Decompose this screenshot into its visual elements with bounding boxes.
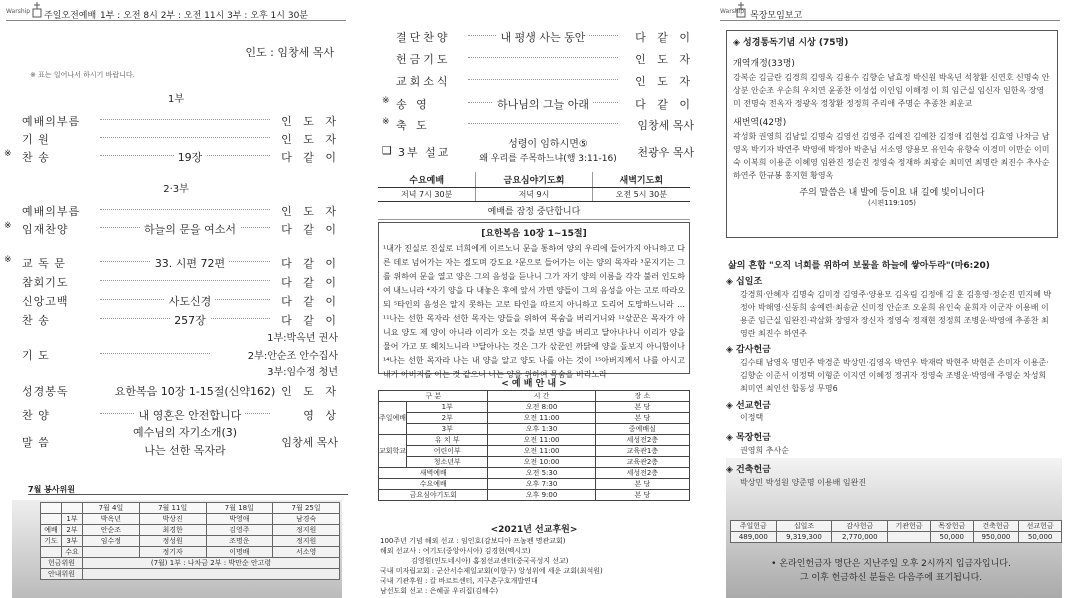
order-row: 헌금기도 인 도 자 bbox=[396, 53, 694, 66]
mission-line: 남선도회 선교 : 은혜골 우리집(김해수) bbox=[380, 587, 499, 595]
part1-title: 1부 bbox=[167, 94, 185, 105]
prayer-2: 2부:안순조 안수집사 bbox=[247, 351, 338, 362]
thanks-title: ◈ 감사헌금 bbox=[726, 345, 771, 355]
order-row: 찬 양 내 영혼은 안전합니다 영 상 bbox=[22, 409, 340, 422]
announcements-column bbox=[358, 0, 710, 598]
mission-offering-title: ◈ 선교헌금 bbox=[726, 401, 771, 411]
table-row: 수요예배 오후 7:30 본 당 bbox=[379, 479, 690, 490]
header-logo: Warship bbox=[6, 8, 31, 15]
worship-guide-table: 구 분 시 간 장 소 주일예배 1부 오전 8:00 본 당 2부 오전 11:00 본 당 3부 오후 1:30 중예배실 교회학교 유 치 부 오전 11:00 세성전2층 어린이부 오전 11:00 교육관1층 청소년부 오전 10:00 교육관2층 새벽예배 오전 5:30 세성전2층 수요예배 오후 7:30 본 당 금요심야기도회 오후 9:00 본 당 bbox=[378, 390, 690, 501]
order-row: 참회기도 다 같 이 bbox=[22, 276, 340, 289]
building-offering-names: 박상민 박성원 양준명 이용배 임완진 bbox=[740, 478, 867, 487]
order-row: ※ 임재찬양 하늘의 문을 여소서 다 같 이 bbox=[4, 221, 340, 236]
mission-line: 김영원(인도네시아) 홈점선교센터(중국곡성지 선교) bbox=[380, 557, 569, 565]
order-row: ※ 축 도 임창세 목사 bbox=[382, 117, 694, 132]
order-row: 예배의부름 인 도 자 bbox=[22, 205, 340, 218]
duty-title: 7월 봉사위원 bbox=[28, 485, 75, 494]
order-of-worship-column bbox=[0, 0, 352, 598]
church-icon bbox=[734, 2, 748, 18]
mission-line: 100주년 기념 해외 선교 : 임인호(감보디아 프놈펜 명관교회) bbox=[380, 537, 566, 545]
mission-line: 해외 선교사 : 여기도(중앙아시아) 김경현(멕시코) bbox=[380, 547, 531, 555]
verse-text: 주의 말씀은 내 발에 등이요 내 길에 빛이니이다 bbox=[799, 188, 985, 198]
order-row: 결단찬양 내 평생 사는 동안 다 같 이 bbox=[396, 31, 694, 44]
scripture-text: ¹내가 진실로 진실로 너희에게 이르노니 문을 통하여 양의 우리에 들어가지 아니하고 다른 데로 넘어가는 자는 절도며 강도요 ²문으로 들어가는 이는 양의 목자라 ³문지기는 그를 위하여 문을 열고 양은 그의 음성을 듣나니 그가 자기 양의 이름을 각각 불러 인도하여 내느니라 ⁴자기 양을 다 내놓은 후에 앞서 가면 양들이 그의 음성을 아는 고로 따라오되 ⁵타인의 음성은 알지 못하는 고로 타인을 따르지 아니하고 도리어 도망하느니라 … ¹¹나는 선한 목자라 선한 목자는 양들을 위하여 목숨을 버리거니와 ¹²삯꾼은 목자가 아니요 양도 제 양이 아니라 이리가 오는 것을 보면 양을 버리고 달아나나니 이리가 양을 물어 가고 또 헤치느니라 ¹³달아나는 것은 그가 삯꾼인 까닭에 양을 돌보지 아니함이나 ¹⁴나는 선한 목자라 나는 내 양을 알고 양도 나를 아는 것이 ¹⁵아버지께서 나를 아시고 내가 아버지를 아는 것 같으니 나는 양을 위하여 목숨을 버리노라 bbox=[383, 244, 685, 379]
guide-title: < 예 배 안 내 > bbox=[501, 379, 567, 389]
order-row: 신앙고백 사도신경 다 같 이 bbox=[22, 295, 340, 308]
table-row: 새벽예배 오전 5:30 세성전2층 bbox=[379, 468, 690, 479]
old-version-title: 개역개정(33명) bbox=[733, 59, 795, 69]
scripture-title: [요한복음 10장 1~15절] bbox=[481, 229, 587, 239]
table-row: 3부 오후 1:30 중예배실 bbox=[379, 424, 690, 435]
third-service-preacher: 천광우 목사 bbox=[637, 146, 694, 159]
table-row: 1부 박옥년 박상진 박영애 남경숙 bbox=[41, 514, 340, 525]
building-offering-title: ◈ 건축헌금 bbox=[726, 465, 771, 475]
sermon-label: 말 씀 bbox=[22, 436, 50, 449]
sermon-preacher: 임창세 목사 bbox=[281, 436, 338, 449]
order-row: 찬 송 257장 다 같 이 bbox=[22, 314, 340, 327]
order-row: 기 원 인 도 자 bbox=[22, 133, 340, 146]
header-divider bbox=[720, 20, 1060, 21]
pastor-offering-names: 권영희 추사순 bbox=[740, 446, 789, 455]
table-row: 2부 오전 11:00 본 당 bbox=[379, 413, 690, 424]
reading-award-box bbox=[726, 30, 1058, 238]
third-service-title-2: 왜 우리를 주목하느냐(행 3:11-16) bbox=[479, 154, 617, 164]
part23-title: 2·3부 bbox=[163, 184, 189, 195]
table-row: 금요심야기도회 오후 9:00 본 당 bbox=[379, 490, 690, 501]
duty-divider bbox=[28, 494, 348, 495]
table-row: 어린이부 오전 11:00 교육관1층 bbox=[379, 446, 690, 457]
order-row: ※ 찬 송 19장 다 같 이 bbox=[4, 149, 340, 164]
standing-note: ※ 표는 일어나서 하시기 바랍니다. bbox=[30, 71, 135, 79]
table-row: 489,000 9,319,300 2,770,000 50,000 950,000 50,000 bbox=[731, 532, 1062, 543]
service-times: 1부 : 오전 8시 2부 : 오전 11시 3부 : 오후 1시 30분 bbox=[100, 11, 308, 21]
third-service-title-1: 성령이 임하시면⑤ bbox=[508, 139, 588, 150]
online-note-1: • 온라인헌금자 명단은 지난주일 오후 2시까지 입금자입니다. bbox=[771, 559, 1011, 569]
sermon-title-1: 예수님의 자기소개(3) bbox=[132, 426, 238, 439]
order-row: 예배의부름 인 도 자 bbox=[22, 115, 340, 128]
pastor-offering-title: ◈ 목장헌금 bbox=[726, 433, 771, 443]
sermon-title-2: 나는 선한 목자라 bbox=[144, 444, 226, 457]
old-version-names: 강복순 김금란 김경희 김영옥 김용수 김향순 남효정 박신원 박옥년 석창환 신연호 신명숙 안상분 안순조 우순희 우치연 윤종찬 이성섭 이인임 이해정 이 희 임근실 임신자 임한옥 장영미 전명숙 전옥자 정광옥 정창환 정정희 주리애 주명순 추종찬 최운교 bbox=[733, 73, 1050, 108]
table-row: 수요 정기자 이명배 서소영 bbox=[41, 547, 340, 558]
tithe-names: 강경희·안혜자 김명숙 김미경 김영주·양용모 김옥림 김정애 김 훈 김흥영·정순진 민지혜 박정아 박해영·신동희 송예련·최송균 신미정 안순조 오윤희 유인숙 윤희자 이군자 이용배 이용준 임근실 임완진·곽삼화 장영자 장신자 정영숙 정재현 정정희 조병운·박영애 추종찬 최영란 최진수 하연주 bbox=[740, 290, 1052, 338]
prayer-1: 1부:박옥년 권사 bbox=[267, 333, 338, 344]
table-row: 기도 3부 임수정 정성원 조명운 정지원 bbox=[41, 536, 340, 547]
mission-title: <2021년 선교후원> bbox=[490, 525, 578, 535]
table-row: 헌금위원 (7월) 1부 : 나차금 2부 : 박만순 안고령 bbox=[41, 558, 340, 569]
weekly-services-table: 수요예배 금요심야기도회 새벽기도회 저녁 7시 30분 저녁 9시 오전 5시 30분 예배를 잠정 중단합니다 bbox=[378, 172, 690, 220]
mission-line: 국내 기관후원 : 칼 바르트센터, 지구촌구호개발연대 bbox=[380, 577, 538, 585]
order-row: ※ 송 영 하나님의 그늘 아래 다 같 이 bbox=[382, 96, 694, 111]
mission-offering-names: 이정택 bbox=[740, 413, 764, 422]
table-row: 교회학교 유 치 부 오전 11:00 세성전2층 bbox=[379, 435, 690, 446]
worship-leader: 인도 : 임창세 목사 bbox=[245, 46, 334, 59]
header-divider bbox=[6, 20, 346, 21]
third-service-mark: ❑ bbox=[382, 144, 392, 157]
table-row: 예배 2부 안순조 최경한 김영주 정지원 bbox=[41, 525, 340, 536]
offering-totals-table: 주일헌금 십일조 감사헌금 기관헌금 목장헌금 건축헌금 선교헌금 489,000 9,319,300 2,770,000 50,000 950,000 50,000 bbox=[730, 520, 1062, 543]
duty-table: 7월 4일 7월 11일 7월 18일 7월 25일 1부 박옥년 박상진 박영애 남경숙 예배 2부 안순조 최경한 김영주 정지원 기도 3부 임수정 정성원 조명운 정지원 수요 정기자 이명배 서소영 헌금위원 (7월) 1부 : 나차금 2부 : 박만순 안고령 안내위원 bbox=[40, 502, 340, 580]
verse-reference: (시편119:105) bbox=[867, 199, 917, 207]
new-version-names: 곽성화 권영희 김남일 김명숙 김영선 김영주 김예진 김예찬 김정애 김현섭 김효영 나차금 남영옥 박기자 박연주 박영애 박정아 박춘님 서소영 양용모 유인숙 유향숙 이경미 이만순 이미숙 이복희 이용준 이혜영 임완진 정순진 정영숙 정재하 최광순 최미연 최명란 최진수 추사순 하연주 한규봉 홍지현 황영옥 bbox=[733, 132, 1050, 180]
tithe-title: ◈ 십일조 bbox=[726, 277, 763, 287]
order-row: 교회소식 인 도 자 bbox=[396, 75, 694, 88]
table-row: 청소년부 오전 10:00 교육관2층 bbox=[379, 457, 690, 468]
reading-award-title: ◈ 성경통독기념 시상 (75명) bbox=[733, 38, 849, 48]
table-row: 주일예배 1부 오전 8:00 본 당 bbox=[379, 402, 690, 413]
thanks-names: 김수태 남영옥 명민주 박경준 박상민·김영옥 박연우 박재락 박현주 박현준 손미자 이용준·김향순 이준서 이정택 이형준 이지연 이혜정 정귀자 정영숙 조병운·박영애 주영순 차성희 최미연 최인선 합동성 무명6 bbox=[740, 358, 1049, 393]
third-service-label: 3부 설교 bbox=[398, 146, 451, 159]
scripture-box bbox=[378, 222, 690, 379]
order-row: ※ 교 독 문 33. 시편 72편 다 같 이 bbox=[4, 255, 340, 270]
offering-title: 삶의 흔합 "오직 너희를 위하여 보물을 하늘에 쌓아두라"(마6:20) bbox=[728, 261, 990, 271]
page-title: 주일오전예배 bbox=[44, 11, 97, 21]
header-logo: Warship bbox=[720, 8, 745, 15]
order-row: 성경봉독 요한복음 10장 1-15절(신약162) 인 도 자 bbox=[22, 385, 340, 398]
church-icon bbox=[30, 2, 44, 18]
new-version-title: 새번역(42명) bbox=[733, 118, 787, 128]
page-title: 목장모임보고 bbox=[750, 11, 803, 21]
online-note-2: 그 이후 헌금하신 분들은 다음주에 표기됩니다. bbox=[799, 573, 983, 583]
table-row: 안내위원 bbox=[41, 569, 340, 580]
order-row: 기 도 bbox=[0, 344, 352, 364]
reports-column bbox=[716, 0, 1066, 598]
mission-line: 국내 미자립교회 : 군산서수제일교회(이향구) 앙성위에 세운 교회(최석원) bbox=[380, 567, 603, 575]
prayer-3: 3부:임수정 청년 bbox=[267, 367, 338, 378]
